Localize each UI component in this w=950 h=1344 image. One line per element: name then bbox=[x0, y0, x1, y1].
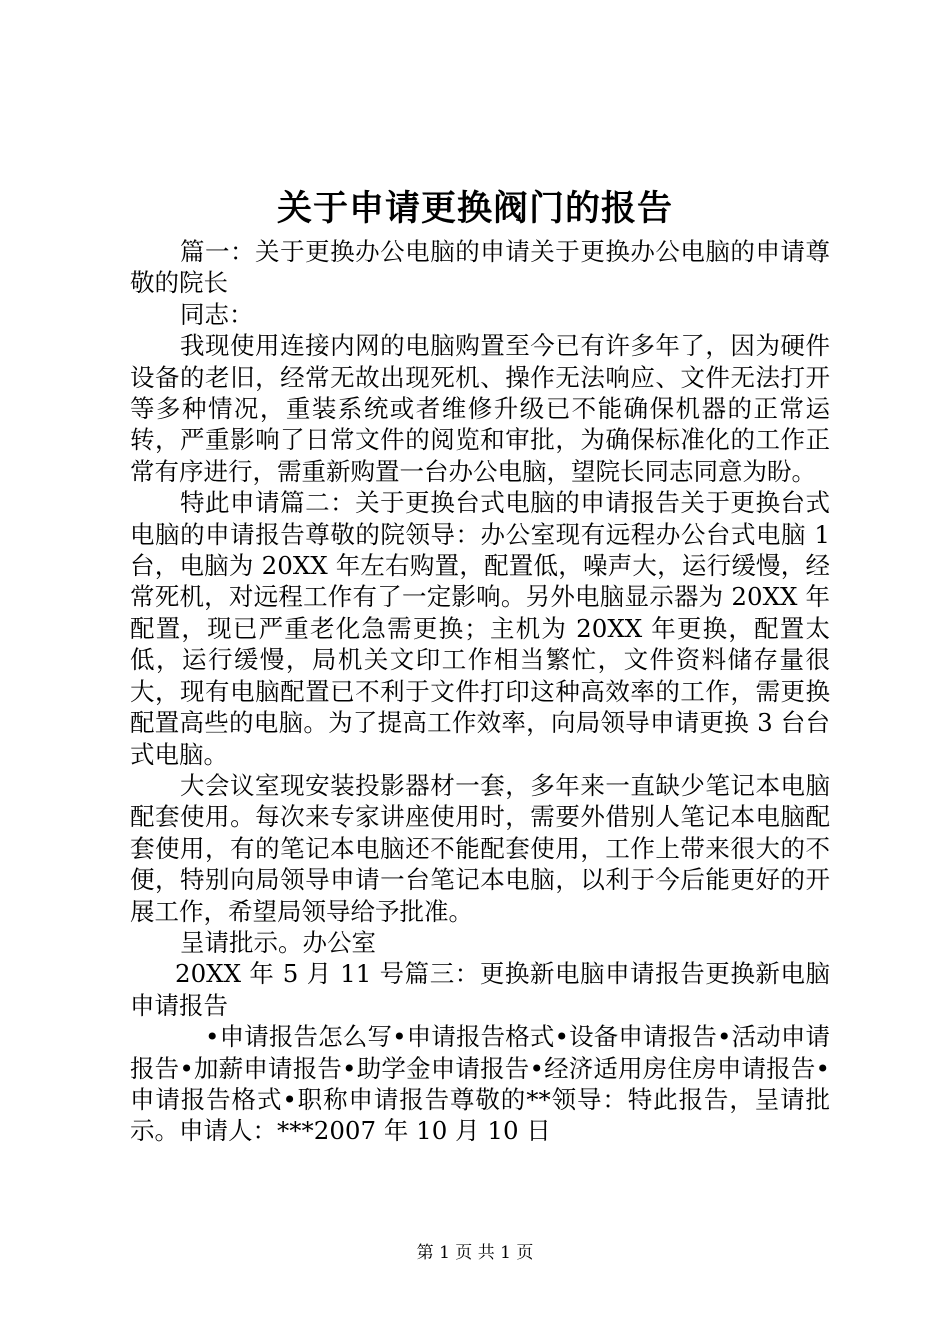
page-title: 关于申请更换阀门的报告 bbox=[276, 188, 673, 229]
page-footer: 第 1 页 共 1 页 bbox=[416, 1243, 534, 1263]
document-body bbox=[130, 236, 830, 1147]
paragraph-part-two: 特此申请篇二：关于更换台式电脑的申请报告关于更换台式电脑的申请报告尊敬的院领导：办公室现有远程办公台式电脑 1 台，电脑为 20XX 年左右购置，配置低，噪声大，运行缓慢，经常死机，对远程工作有了一定影响。另外电脑显示器为 20XX 年配置，现已严重老化急需更换；主机为 20XX 年更换，配置太低，运行缓慢，局机关文印工作相当繁忙，文件资料储存量很大，现有电脑配置已不利于文件打印这种高效率的工作，需更换配置高些的电脑。为了提高工作效率，向局领导申请更换 3 台台式电脑。 bbox=[130, 488, 830, 769]
paragraph-part-three: 20XX 年 5 月 11 号篇三：更换新电脑申请报告更换新电脑申请报告 bbox=[130, 959, 830, 1020]
paragraph-request-body: 我现使用连接内网的电脑购置至今已有许多年了，因为硬件设备的老旧，经常无故出现死机、操作无法响应、文件无法打开等多种情况，重装系统或者维修升级已不能确保机器的正常运转，严重影响了日常文件的阅览和审批，为确保标准化的工作正常有序进行，需重新购置一台办公电脑，望院长同志同意为盼。 bbox=[130, 331, 830, 486]
paragraph-related-links: •申请报告怎么写•申请报告格式•设备申请报告•活动申请报告•加薪申请报告•助学金申请报告•经济适用房住房申请报告•申请报告格式•职称申请报告尊敬的**领导：特此报告，呈请批示。申请人：***2007 年 10 月 10 日 bbox=[130, 1022, 830, 1146]
paragraph-closing: 呈请批示。办公室 bbox=[180, 927, 376, 957]
paragraph-salutation: 同志： bbox=[180, 299, 254, 329]
paragraph-part-one-heading: 篇一：关于更换办公电脑的申请关于更换办公电脑的申请尊敬的院长 bbox=[130, 237, 830, 298]
paragraph-meeting-room: 大会议室现安装投影器材一套，多年来一直缺少笔记本电脑配套使用。每次来专家讲座使用时，需要外借别人笔记本电脑配套使用，有的笔记本电脑还不能配套使用，工作上带来很大的不便，特别向局领导申请一台笔记本电脑，以利于今后能更好的开展工作，希望局领导给予批准。 bbox=[130, 770, 830, 926]
